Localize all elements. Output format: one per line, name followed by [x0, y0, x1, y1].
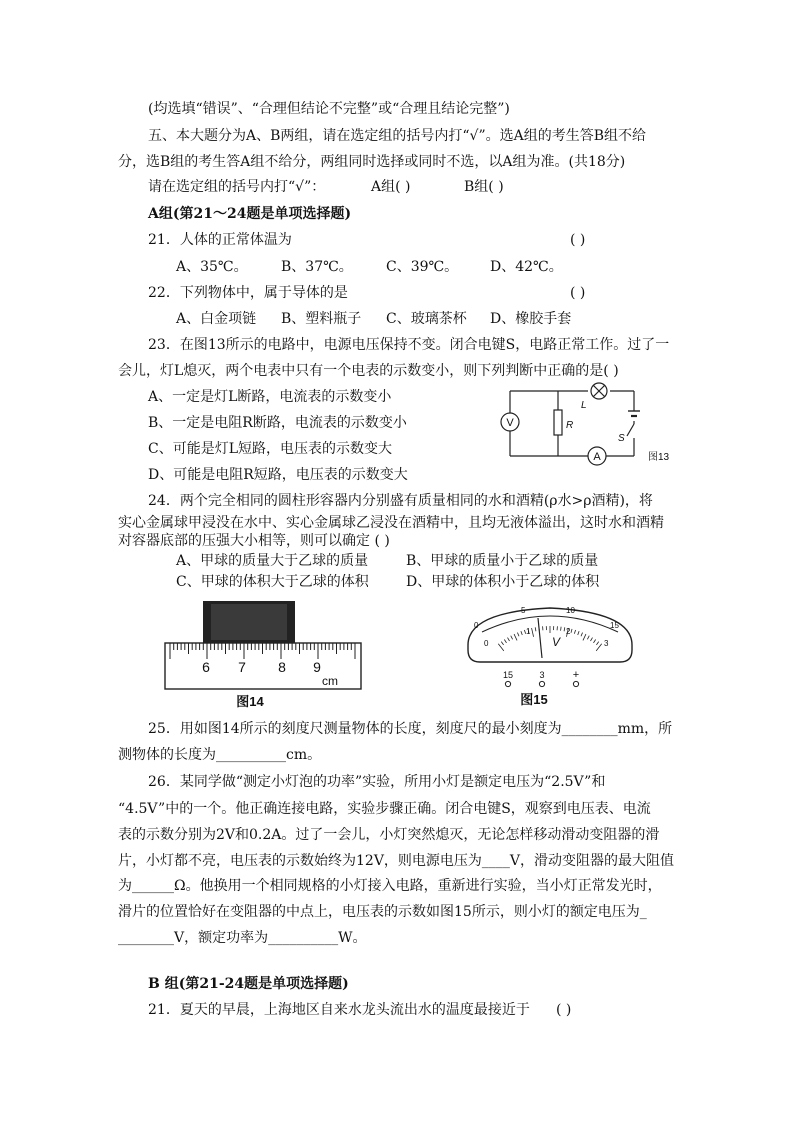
terminal-plus-label: + [572, 669, 580, 681]
q24-line1: 24．两个完全相同的圆柱形容器内分别盛有质量相同的水和酒精(ρ水>ρ酒精)，将 [148, 493, 653, 509]
resistor-label: R [566, 420, 574, 431]
q21-answer-blank[interactable]: ( ) [570, 232, 586, 248]
ruler-tick-6: 6 [202, 659, 210, 675]
q22-stem: 22．下列物体中，属于导体的是 [148, 285, 348, 301]
q21-option-c[interactable]: C、39℃。 [386, 259, 459, 275]
q24-line2: 实心金属球甲浸没在水中、实心金属球乙浸没在酒精中，且均无液体溢出，这时水和酒精 [118, 515, 664, 531]
groupA-heading: A组(第21～24题是单项选择题) [148, 206, 352, 222]
q23-option-d[interactable]: D、可能是电阻R短路，电压表的示数变大 [148, 467, 408, 483]
switch-label: S [618, 433, 625, 444]
q26-line1: 26．某同学做“测定小灯泡的功率”实验，所用小灯是额定电压为“2.5V”和 [148, 774, 606, 790]
terminal-3-label: 3 [539, 670, 545, 680]
q22-option-d[interactable]: D、橡胶手套 [490, 311, 572, 327]
upper-scale-5: 5 [521, 606, 526, 615]
terminal-15-label: 15 [502, 670, 514, 680]
q22-option-a[interactable]: A、白金项链 [176, 311, 257, 327]
lower-scale-3: 3 [604, 639, 609, 648]
q21-stem: 21．人体的正常体温为 [148, 232, 292, 248]
q22-answer-blank[interactable]: ( ) [570, 285, 586, 301]
ruler-tick-8: 8 [278, 659, 286, 675]
figure14-caption: 图14 [236, 694, 264, 709]
figure13-caption: 图13 [648, 452, 670, 463]
ruler-tick-7: 7 [238, 659, 246, 675]
q23-option-b[interactable]: B、一定是电阻R断路，电流表的示数变小 [148, 415, 407, 431]
choose-prompt: 请在选定组的括号内打“√”： [148, 179, 326, 195]
lower-scale-2: 2 [566, 627, 571, 636]
q26-line5: 为______Ω。他换用一个相同规格的小灯接入电路，重新进行实验，当小灯正常发光时， [118, 878, 662, 894]
q25-line2: 测物体的长度为__________cm。 [118, 747, 322, 763]
upper-scale-10: 10 [566, 606, 575, 615]
q24-option-b[interactable]: B、甲球的质量小于乙球的质量 [406, 553, 599, 569]
groupB-heading: B 组(第21-24题是单项选择题) [148, 976, 349, 992]
q26-line2: “4.5V”中的一个。他正确连接电路，实验步骤正确。闭合电键S，观察到电压表、电流 [118, 801, 651, 817]
lower-scale-1: 1 [526, 627, 531, 636]
terminal-plus[interactable] [573, 681, 578, 686]
lamp-label: L [581, 400, 587, 411]
q21-option-d[interactable]: D、42℃。 [490, 259, 563, 275]
q24-option-c[interactable]: C、甲球的体积大于乙球的体积 [176, 574, 369, 590]
ruler-tick-9: 9 [313, 659, 321, 675]
terminal-3[interactable] [539, 681, 544, 686]
dial-tick-mark [561, 627, 562, 631]
lower-scale-0: 0 [484, 639, 489, 648]
q22-option-b[interactable]: B、塑料瓶子 [281, 311, 362, 327]
figure13-circuit [506, 378, 680, 468]
q23-line1: 23．在图13所示的电路中，电源电压保持不变。闭合电键S，电路正常工作。过了一 [148, 337, 670, 353]
q25-line1: 25．用如图14所示的刻度尺测量物体的长度，刻度尺的最小刻度为________mm，所 [148, 721, 673, 737]
upper-scale-0: 0 [474, 621, 479, 630]
intro-note: (均选填“错误”、“合理但结论不完整”或“合理且结论完整”) [148, 101, 510, 117]
voltmeter-label: V [506, 417, 514, 429]
figure14-ruler [165, 600, 365, 710]
groupB-q21-stem: 21．夏天的早晨，上海地区自来水龙头流出水的温度最接近于 [148, 1002, 530, 1018]
section5-line2: 分，选B组的考生答A组不给分，两组同时选择或同时不选，以A组为准。(共18分) [118, 154, 626, 170]
ammeter-label: A [593, 451, 601, 463]
q26-line3: 表的示数分别为2V和0.2A。过了一会儿，小灯突然熄灭，无论怎样移动滑动变阻器的滑 [118, 827, 660, 843]
q23-option-c[interactable]: C、可能是灯L短路，电压表的示数变大 [148, 441, 393, 457]
groupB-q21-answer-blank[interactable]: ( ) [556, 1002, 572, 1018]
dial-unit: V [552, 635, 561, 649]
q24-option-a[interactable]: A、甲球的质量大于乙球的质量 [176, 553, 369, 569]
q26-line6: 滑片的位置恰好在变阻器的中点上，电压表的示数如图15所示，则小灯的额定电压为_ [118, 904, 647, 920]
figure15-voltmeter [460, 600, 640, 710]
q26-line4: 片，小灯都不亮，电压表的示数始终为12V，则电源电压为____V，滑动变阻器的最大阻值 [118, 853, 675, 869]
q23-option-a[interactable]: A、一定是灯L断路，电流表的示数变小 [148, 389, 392, 405]
terminal-15[interactable] [505, 681, 510, 686]
q24-option-d[interactable]: D、甲球的体积小于乙球的体积 [406, 574, 600, 590]
q23-line2: 会儿，灯L熄灭，两个电表中只有一个电表的示数变小，则下列判断中正确的是( ) [118, 363, 619, 379]
section5-line1: 五、本大题分为A、B两组，请在选定组的括号内打“√”。选A组的考生答B组不给 [148, 128, 647, 144]
groupB-choice[interactable]: B组( ) [464, 179, 504, 195]
q21-option-b[interactable]: B、37℃。 [281, 259, 353, 275]
q26-line7: ________V，额定功率为__________W。 [118, 930, 367, 946]
q22-option-c[interactable]: C、玻璃茶杯 [386, 311, 467, 327]
groupA-choice[interactable]: A组( ) [371, 179, 411, 195]
q24-line3: 对容器底部的压强大小相等，则可以确定 ( ) [118, 533, 390, 549]
ruler-unit: cm [322, 674, 338, 688]
q21-option-a[interactable]: A、35℃。 [176, 259, 248, 275]
figure15-caption: 图15 [520, 692, 548, 707]
upper-scale-15: 15 [610, 621, 619, 630]
